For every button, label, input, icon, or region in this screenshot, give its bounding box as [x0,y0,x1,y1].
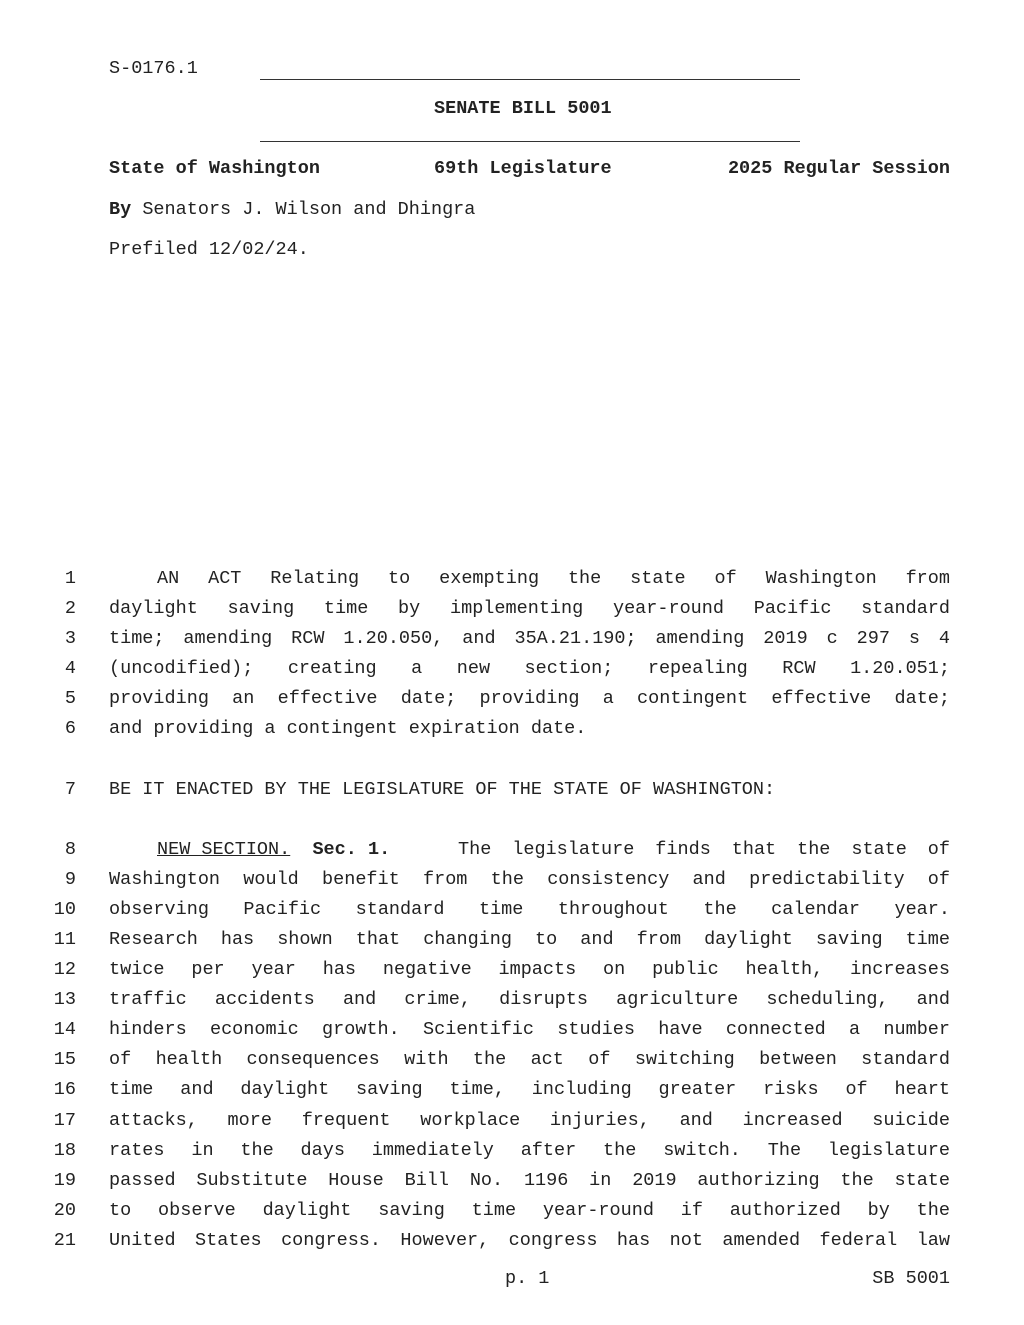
line-number: 7 [64,779,76,800]
line-number: 20 [53,1200,76,1221]
body-line: time; amending RCW 1.20.050, and 35A.21.190; amending 2019 c 297 s 4 [109,628,950,649]
body-line: (uncodified); creating a new section; repealing RCW 1.20.051; [109,658,950,679]
section-number: Sec. 1. [312,839,391,860]
new-section-label: NEW SECTION. [157,839,291,860]
legislature-header [109,158,950,184]
bill-title: SENATE BILL 5001 [434,98,612,119]
body-line: of health consequences with the act of switching between standard [109,1049,950,1070]
body-line: time and daylight saving time, including greater risks of heart [109,1079,950,1100]
line-number: 4 [64,658,76,679]
body-line: attacks, more frequent workplace injuries, and increased suicide [109,1110,950,1131]
by-label: By [109,199,132,220]
line-number: 13 [53,989,76,1010]
session-label: 2025 Regular Session [727,158,950,179]
body-line: The legislature finds that the state of [458,839,950,860]
line-number: 9 [64,869,76,890]
body-line: AN ACT Relating to exempting the state of Washington from [157,568,950,589]
line-number: 19 [53,1170,76,1191]
body-line: daylight saving time by implementing year-round Pacific standard [109,598,950,619]
body-line: passed Substitute House Bill No. 1196 in 2019 authorizing the state [109,1170,950,1191]
body-line: Research has shown that changing to and from daylight saving time [109,929,950,950]
footer-bill-id: SB 5001 [872,1268,950,1289]
line-number: 12 [53,959,76,980]
line-number: 21 [53,1230,76,1251]
line-number: 15 [53,1049,76,1070]
sponsors-line [109,199,475,220]
line-number: 6 [64,718,76,739]
line-number: 14 [53,1019,76,1040]
top-rule [260,79,800,80]
section-heading [157,839,390,860]
body-line: rates in the days immediately after the switch. The legislature [109,1140,950,1161]
line-number: 18 [53,1140,76,1161]
page-number: p. 1 [505,1268,550,1289]
line-number: 16 [53,1079,76,1100]
line-number: 10 [53,899,76,920]
body-line: hinders economic growth. Scientific studies have connected a number [109,1019,950,1040]
line-number: 2 [64,598,76,619]
body-line: United States congress. However, congress has not amended federal law [109,1230,950,1251]
body-line: and providing a contingent expiration date. [109,718,587,739]
prefiled-date: Prefiled 12/02/24. [109,239,309,260]
legislature-label: 69th Legislature [434,158,612,179]
body-line: providing an effective date; providing a contingent effective date; [109,688,950,709]
body-line: observing Pacific standard time throughout the calendar year. [109,899,950,920]
line-number: 17 [53,1110,76,1131]
document-id: S-0176.1 [109,58,198,79]
sponsor-names: Senators J. Wilson and Dhingra [142,199,476,220]
body-line: twice per year has negative impacts on public health, increases [109,959,950,980]
line-number: 5 [64,688,76,709]
line-number: 3 [64,628,76,649]
body-line: to observe daylight saving time year-round if authorized by the [109,1200,950,1221]
body-line: Washington would benefit from the consistency and predictability of [109,869,950,890]
body-line: traffic accidents and crime, disrupts agriculture scheduling, and [109,989,950,1010]
line-number: 11 [53,929,76,950]
enacting-clause: BE IT ENACTED BY THE LEGISLATURE OF THE STATE OF WASHINGTON: [109,779,776,800]
line-number: 8 [64,839,76,860]
state-label: State of Washington [109,158,320,179]
line-number: 1 [64,568,76,589]
bottom-rule [260,141,800,142]
